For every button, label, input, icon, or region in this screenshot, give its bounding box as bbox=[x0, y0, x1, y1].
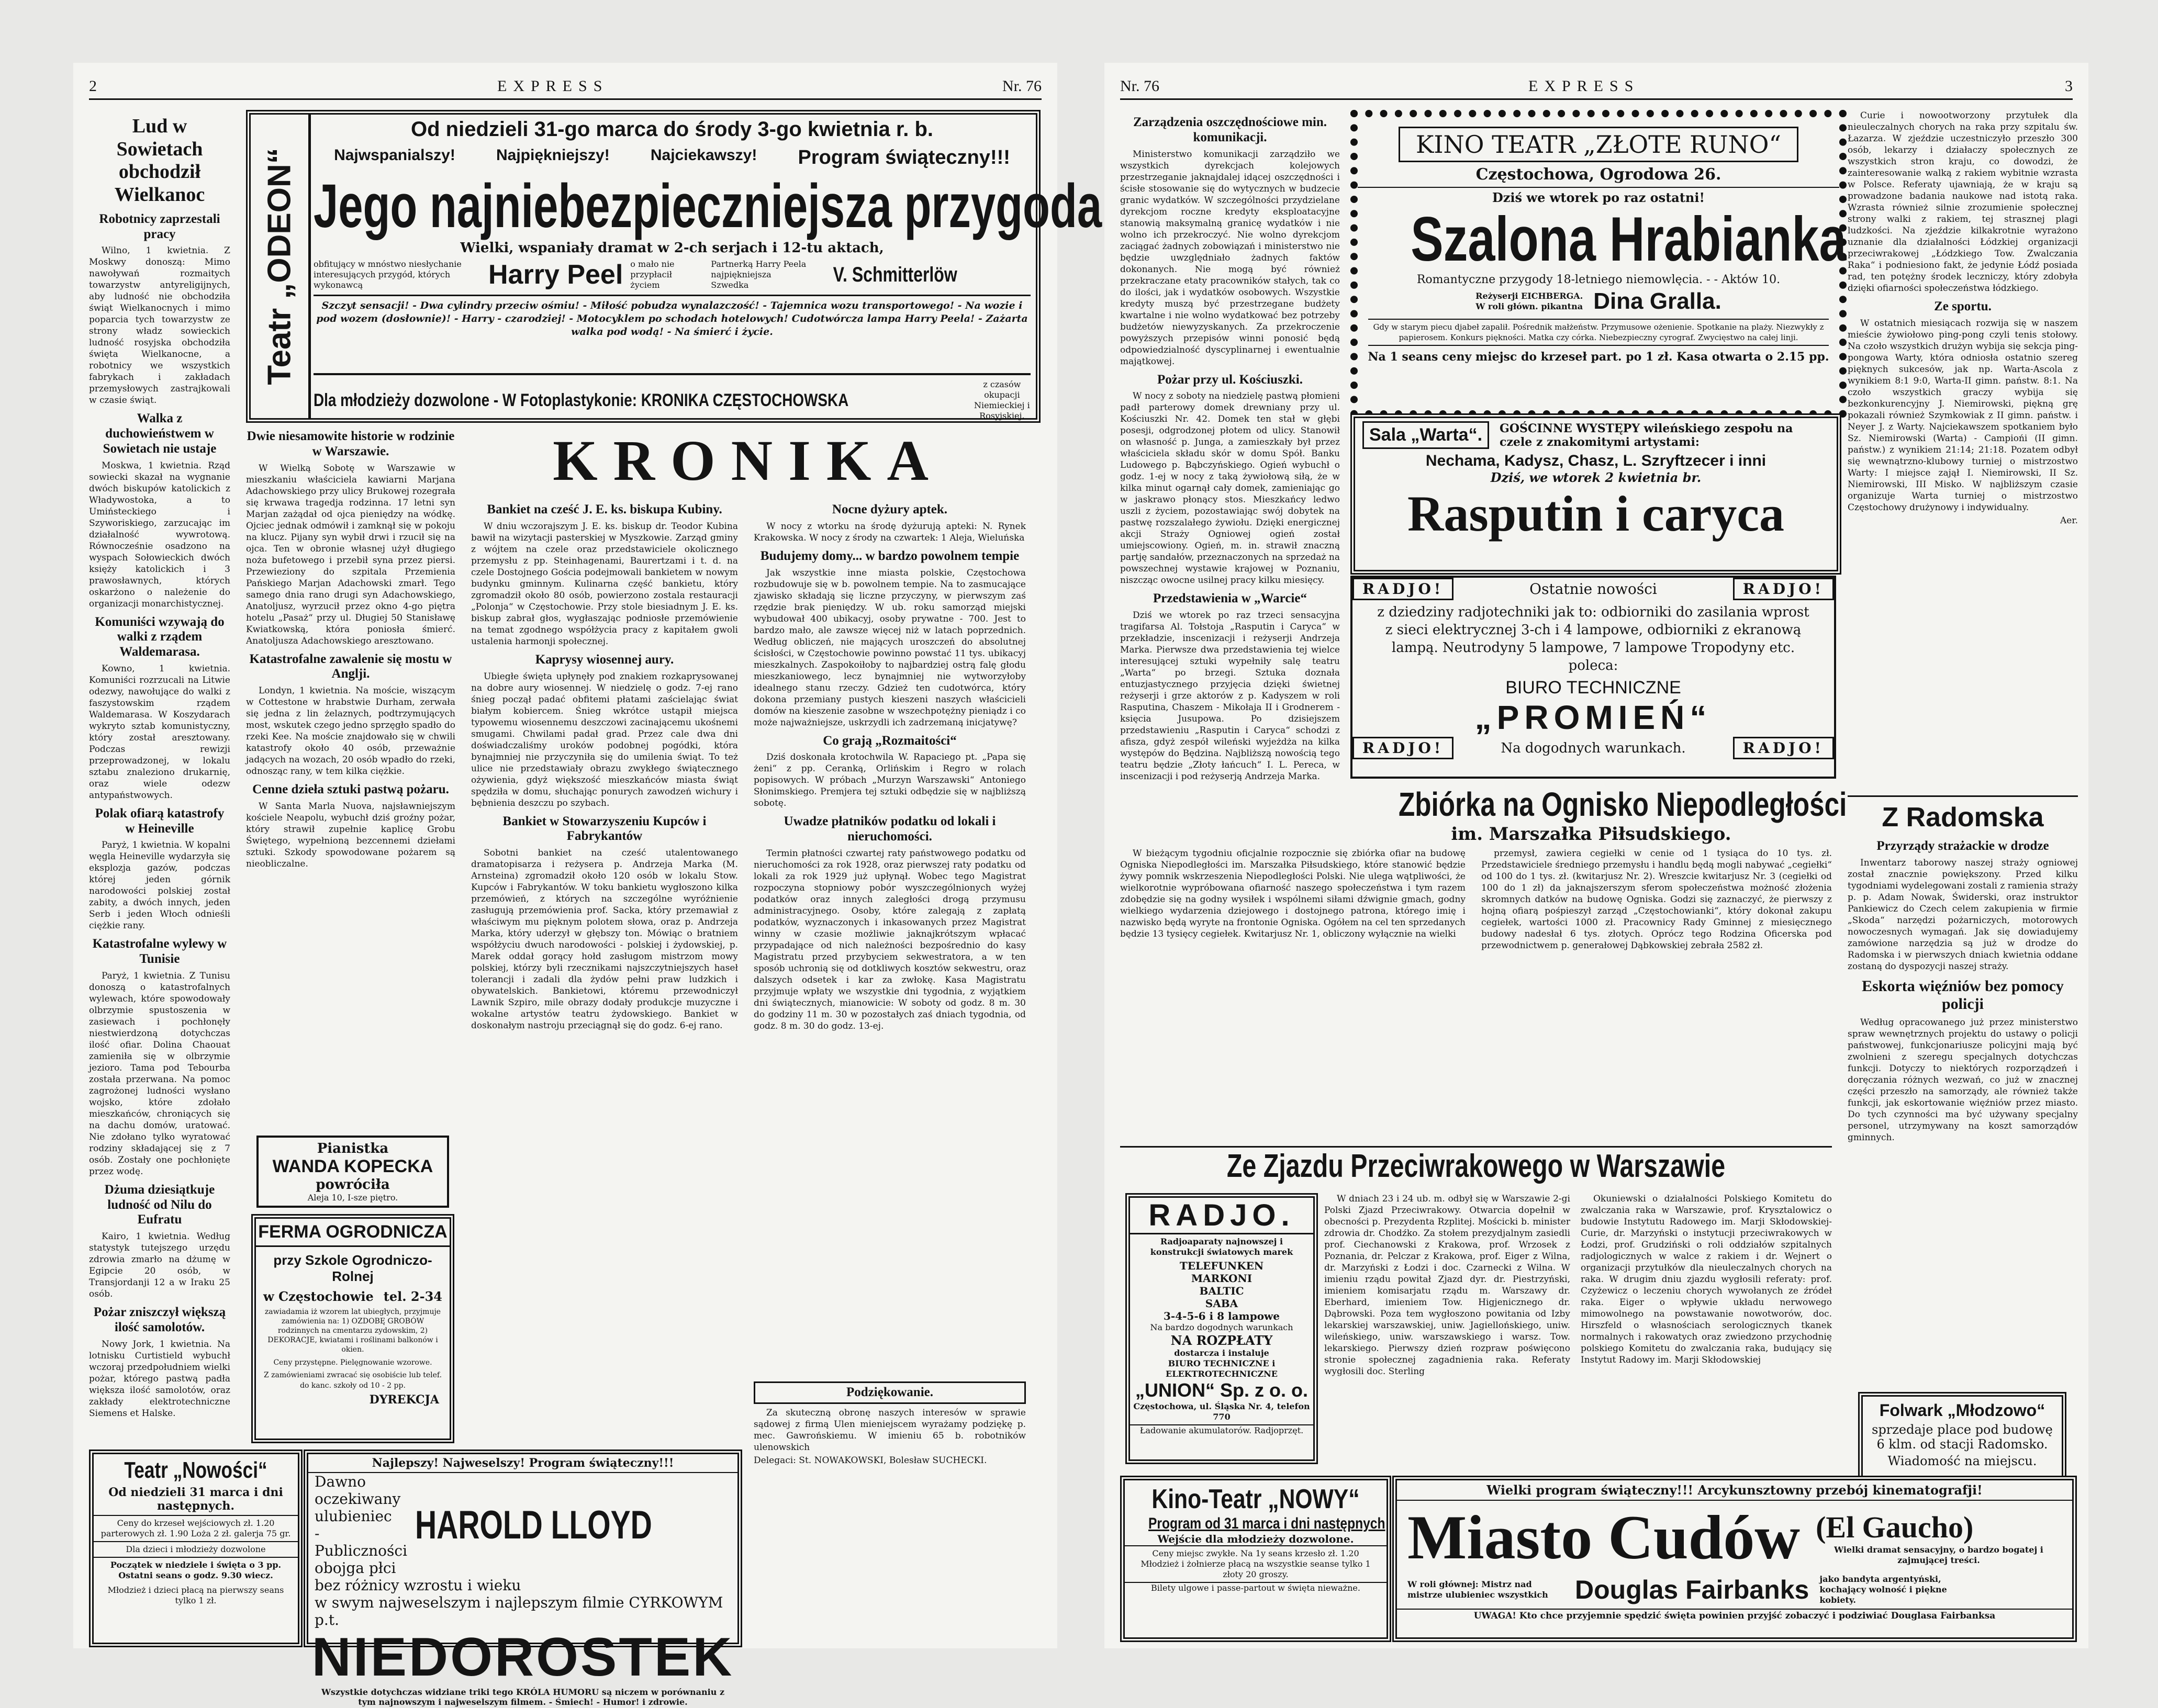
odeon-title: Jego najniebezpieczniejsza przygoda bbox=[314, 172, 1102, 241]
left-column-2 bbox=[246, 424, 455, 1125]
odeon-partner: Partnerką Harry Peela najpiękniejsza Szwedka bbox=[711, 259, 807, 290]
article-text: W nocy z soboty na niedzielę pastwą płomieni padł parterowy domek drewniany przy ul. Kościuszki Nr. 42. Domek ten stał w głębi posesji, odgrodzonej płotem od ulicy. Stanowił on własność p. Junga, a zamieszkały był przez właściciela składu skór w domu Spół. Banku Ludowego p. Bąbczyńskiego. Ogień wybuchł o godz. 1-ej w nocy z taką żywiołową siłą, że w kilka minut ogarnął cały domek, zamieniając go w jaskrawo płonący stos. Mieszkańcy ledwo uszli z życiem, pozostawiając swój dobytek na pastwę rozszalałego żywiołu. Dzięki energicznej akcji Straży Ogniowej ogień został umiejscowiony. Ogień, m. in. strawił znaczną partję sandałów, przeznaczonych na sprzedaż na powszechnej wystawie krajowej w Poznaniu, niszcząc owocne usilnej pracy kilku miesięcy. bbox=[1120, 391, 1340, 586]
article-text: Okuniewski o działalności Polskiego Komitetu do zwalczania raka w Warszawie, prof. Krysztalowicz o budowie Instytutu Radowego im. Marji Skłodowskiej-Curie, dr. Marzyński o instytucji przeciwrakowych w Łodzi, prof. Grudziński o roli oddziałów szpitalnych radjologicznych w walce z rakiem i dr. Wejnert o organizacji przytułków dla nieuleczalnych chorych na raka. W drugim dniu zjazdu wygłosili referaty: prof. Czyżewicz o leczeniu chorych wywołanych ze źródeł raka. Eiger o wpływie układu nerwowego mimowolnego na powstawanie nowotworów, doc. Hirszfeld o własnościach serologicznych tkanek normalnych i rakowatych oraz zwiedzono przychodnię polskiego Komitetu do zwalczania raka, budujący się Instytut Radowy im. Marji Skłodowskiej bbox=[1581, 1194, 1832, 1365]
zbiorka-header: Zbiórka na Ognisko Niepodległości im. Marszałka Piłsudskiego. bbox=[1399, 785, 1847, 845]
odeon-tag: Najpiękniejszy! bbox=[496, 147, 610, 164]
article-text: Dziś doskonała krotochwila W. Rapaciego pt. „Papa się żeni“ z pp. Ceranką, Orlińskim i Regro w rolach popisowych. W próbach „Murzyn Warszawski“ Antoniego Słonimskiego. Premjera tej sztuki odbędzie się w najbliższą sobotę. bbox=[754, 752, 1026, 809]
article-text: W dniach 23 i 24 ub. m. odbył się w Warszawie 2-gi Polski Zjazd Przeciwrakowy. Otwarcia dopełnił w obecności p. Prezydenta Rzplitej. Mościcki b. minister zdrowia dr. Chodźko. Za stołem prezydjalnym zasiedli prof. Ciechanowski z Krakowa, prof. Wrzosek z Poznania, dr. Pelczar z Krakowa, prof. Eiger z Wilna, dr. Marzyński z Łodzi i doc. Czarnecki z Wilna. W imieniu rządu powitał Zjazd dyr. dr. Piestrzyński, imieniem komisarjatu rządu m. Warszawy dr. Eberhard, imieniem Tow. Higjenicznego dr. Dąbrowski. Poza tem wygłoszono powitania od Izby lekarskiej warszawskiej, uniw. Jagiellońskiego, uniw. wileńskiego, uniw. warszawskiego i warsz. Tow. lekarskiego. Pierwszy dzień rozpraw poświęcono stronie społecznej zagadnienia raka. Referaty wygłosili doc. Sterling bbox=[1324, 1194, 1570, 1377]
masthead: EXPRESS bbox=[1528, 77, 1640, 95]
masthead: EXPRESS bbox=[497, 77, 609, 95]
zbiorka-left bbox=[1120, 848, 1466, 1141]
odeon-dates: Od niedzieli 31-go marca do środy 3-go kwietnia r. b. bbox=[410, 118, 933, 141]
union-ad: RADJO. Radjoaparaty najnowszej i konstrukcji światowych marek TELEFUNKEN MARKONI BALTIC SABA 3-4-5-6 i 8 lampowe Na bardzo dogodnych warunkach NA ROZPŁATY dostarcza i instaluje BIURO TECHNICZNE i ELEKTROTECHNICZNE „UNION“ Sp. z o. o. Częstochowa, ul. Śląska Nr. 4, telefon 770 Ładowanie akumulatorów. Radjoprzęt. bbox=[1125, 1193, 1318, 1464]
headline: Podziękowanie. bbox=[754, 1381, 1026, 1404]
ferma-ad: FERMA OGRODNICZA przy Szkole Ogrodniczo-Rolnej w Częstochowie tel. 2-34 zawiadamia iż wzorem lat ubiegłych, przyjmuje zamówienia na: 1) OZDOBĘ GROBÓW rodzinnych na cmentarzu zydowskim, 2) DEKORACJE, kwiatami i roślinami balkonów i okien. Ceny przystępne. Pielęgnowanie wzorowe. Z zamówieniami zwracać się osobiście lub telef. do kanc. szkoły od 10 - 2 pp. DYREKCJA bbox=[251, 1214, 454, 1443]
article-text: Jak wszystkie inne miasta polskie, Częstochowa rozbudowuje się w b. powolnem tempie. Na to zasmucające zjawisko składają się liczne przyczyny, w pierwszym zaś rzędzie brak pieniędzy. W ub. roku samorząd miejski wybudował 400 ubikacyj, osoby prywatne - 700. Jest to bardzo mało, ale zawsze więcej niż w latach poprzednich. Według obliczeń, nie mających uroszczeń do absolutnej ścisłości, w Częstochowie powinno powstać 11 tys. ubikacyj mieszkalnych. Zaspokoiłoby to najbardziej ostrą falę głodu mieszkaniowego, lecz bynajmniej nie wytworzyłoby idealnego stanu rzeczy. Gdzież ten cudotwórca, który dokona przemiany pustych kieszeni naszych właścicieli domów na kieszenie zasobne w wszechpotężny pieniądz i co może najważniejsze, uskrzydli ich zadrzemaną inicjatywę? bbox=[754, 567, 1026, 728]
miasto-title: Miasto Cudów bbox=[1407, 1502, 1801, 1572]
odeon-partner-name: V. Schmitterlöw bbox=[833, 263, 958, 286]
headline: Co grają „Rozmaitości“ bbox=[823, 733, 957, 748]
headline: Kaprysy wiosennej aury. bbox=[535, 652, 674, 667]
headline: Komuniści wzywają do walki z rządem Waldemarasa. bbox=[95, 614, 225, 659]
odeon-tag: Program świąteczny!!! bbox=[798, 147, 1010, 168]
page-number: 2 bbox=[89, 77, 97, 95]
signature: Delegaci: St. NOWAKOWSKI, Bolesław SUCHECKI. bbox=[754, 1455, 987, 1466]
article-text: Paryż, 1 kwietnia. Z Tunisu donoszą o katastrofalnych wylewach, które spowodowały olbrzymie spustoszenia w zasiewach i pochłonęły niestwierdzoną dotychczas ilość ofiar. Dolina Chaouat zamieniła się w olbrzymie jezioro. Tama pod Tebourba została przerwana. Na pomoc zagrożonej ludności wysłano wojsko, które zdołało mieszkańców, chroniących się na dachu domów, uratować. Nie zdołano tylko wyratować rodziny składającej się z 7 osób. Zostały one pochłonięte przez wodę. bbox=[89, 970, 230, 1177]
page-number: 3 bbox=[2065, 77, 2073, 95]
article-text: Za skuteczną obronę naszych interesów w sprawie sądowej z firmą Ulen mieniejscem wyrażamy podziękę p. mec. Gawrońskiemu. W imieniu 65 b. robotników ulenowskich bbox=[754, 1407, 1026, 1453]
article-text: Inwentarz taborowy naszej straży ogniowej został znacznie powiększony. Przed kilku tygodniami wydelegowani zostali z ramienia straży p. p. Adam Nowak, Świderski, oraz instruktor Pankiewicz do Czech celem zakupienia w firmie „Skoda“ narzędzi pożarniczych, motorowych nowoczesnych wymagań. Jak się dowiadujemy zamówione narzędzia są już w drodze do Radomska i w pierwszych dniach kwietnia oddane zostaną do dyspozycji naszej straży. bbox=[1848, 857, 2078, 972]
odeon-highlights: Szczyt sensacji! - Dwa cylindry przeciw ośmiu! - Miłość pobudza wynalazczość! - Tajemnica wozu transportowego! - Na wozie i pod wozem (dosłownie)! - Harry - czarodziej! - Motocyklem po schodach hotelowych! Cudotwórcza lampa Harry Peela! - Zażarta walka pod wodą! - Na śmierć i życie. bbox=[314, 295, 1031, 339]
left-page-header bbox=[89, 77, 1042, 100]
article-text: Według opracowanego już przez ministerstwo spraw wewnętrznych projektu do ustawy o policji państwowej, funkcjonariusze policyjni mają być zwolnieni z szeregu specjalnych dotychczas funkcji. Dotyczy to niektórych rozporządzeń i doręczania różnych wezwań, co już w znacznej części przeszło na samorządy, ale również także funkcji, jak eskortowanie więźniów przez miasto. Do tych czynności ma być używany specjalny personel, utrzymywany na koszt samorządów gminnych. bbox=[1848, 1017, 2078, 1143]
right-page bbox=[1104, 63, 2088, 1648]
article-text: Ubiegłe święta upłynęły pod znakiem rozkaprysowanej na dobre aury wiosennej. W niedzielę o godz. 7-ej rano śnieg począł padać obfitemi płatami zaścielając świat białym kobiercem. Śnieg wkrótce ustąpił miejsca typowemu wiosennemu deszczowi zacinającemu ukośnemi smugami. Chwilami padał grad. Przez cale dwa dni doświadczaliśmy uroków podobnej pogódki, która bynajmniej nie przyczyniła się do umilenia świąt. To też ulice nie przedstawiały obrazu zwykłego świątecznego ożywienia, gdyż większość mieszkańców miasta świąt spędziła w domu, słuchając ponurych zawodzeń wichury i bębnienia deszczu po szybach. bbox=[471, 671, 738, 808]
thanks-notice bbox=[754, 1376, 1026, 1617]
headline: Pożar przy ul. Kościuszki. bbox=[1157, 372, 1303, 387]
promien-name: „PROMIEŃ“ bbox=[1474, 699, 1712, 736]
article-text: Curie i nowootworzony przytułek dla nieuleczalnych chorych na raka przy szpitalu św. Łazarza. W zjeździe uczestniczyło przeszło 300 osób, lekarzy i działaczy społecznych ze wszystkich stron kraju, co dowodzi, że zainteresowanie walką z rakiem wybitnie wzrasta w Polsce. Referaty ujawniają, że w kraju są prowadzone badania naukowe nad istotą raka. Wzrasta również silnie zrozumienie społecznej strony walki z rakiem, tej strasznej plagi ludzkości. Na zjeździe kilkakrotnie wyrażono uznanie dla działalności Łódzkiej organizacji przeciwrakowej „Łódzkiego Tow. Zwalczania Raka“ i podniesiono fakt, że jedynie Łódź posiada rad, ten potężny środek leczniczy, który zdobyła dzięki ofiarności społeczeństwa łódzkiego. bbox=[1848, 110, 2078, 294]
miasto-star: Douglas Fairbanks bbox=[1575, 1575, 1809, 1604]
folwark-ad: Folwark „Młodzowo“ sprzedaje place pod budowę 6 klm. od stacji Radomsko. Wiadomość na miejscu. bbox=[1858, 1392, 2066, 1496]
article-text: W Wielką Sobotę w Warszawie w mieszkaniu właściciela kawiarni Marjana Adachowskiego przy ulicy Brukowej rozegrała się krwawa tragedja rodzinna. 17 letni syn Marjan zażądał od ojca pieniędzy na wódkę. Ojciec jednak odmówił i zamknął się w pokoju na klucz. Pijany syn wybił drwi i rzucił się na ojca. Ten w obronie własnej użył długiego noża bufetowego i przebił syna przez piersi. Przewieziony do szpitala Przemienia Pańskiego Marjan Adachowski zmarł. Tego samego dnia rano drugi syn Adachowskiego, Anatoljusz, wyrzucił przez okno 4-go piętra hotelu „Pasaż“ przy ul. Długiej 50 Stanisławę Kwiatkowską, która poniosła śmierć. Anatoljusza Adachowskiego aresztowano. bbox=[246, 463, 455, 646]
zlote-runo-title: Szalona Hrabianka bbox=[1411, 204, 1847, 274]
headline: Lud w Sowietach obchodził Wielkanoc bbox=[114, 115, 205, 206]
article-text: W Santa Marla Nuova, najsławniejszym kościele Neapolu, wybuchł dziś groźny pożar, który strawił zupełnie kaplicę Grobu Świętego, wypełnioną bezcennemi dziełami sztuki. Szkody spowodowane pożarem są nieobliczalne. bbox=[246, 801, 455, 869]
headline: Przyrządy strażackie w drodze bbox=[1876, 838, 2049, 853]
article-text: Moskwa, 1 kwietnia. Rząd sowiecki skazał na wygnanie dwóch biskupów katolickich z Władywostoka, a to Umiństeckiego i Szyworiskiego, zarzucając im działalność wywrotową. Równocześnie osadzono na wyspach Sołowieckich dwóch księży katolickich i 3 prawosławnych, których oskarżono o należenie do organizacji monarchistycznej. bbox=[89, 460, 230, 609]
odeon-tag: Najwspanialszy! bbox=[334, 147, 455, 164]
signature: Aer. bbox=[2060, 515, 2078, 526]
headline: Zarządzenia oszczędnościowe min. komunikacji. bbox=[1133, 115, 1327, 144]
nowosci-ad: Teatr „Nowości“ Od niedzieli 31 marca i dni następnych. Ceny do krzeseł wejściowych zł. 1.20 parterowych zł. 1.90 Loża 2 zł. galerja 75 gr. Dla dzieci i młodzieży dozwolone Początek w niedziele i święta o 3 pp. Ostatni seans o godz. 9.30 wiecz. Młodzież i dzieci płacą na pierwszy seans tylko 1 zł. bbox=[89, 1449, 303, 1647]
headline: Polak ofiarą katastrofy w Heineville bbox=[95, 806, 225, 836]
miasto-cudow-ad: Wielki program świąteczny!!! Arcykunsztowny przebój kinematografji! Miasto Cudów (El Gaucho) Wielki dramat sensacyjny, o bardzo bogatej i zajmującej treści. W roli głównej: Mistrz nad mistrze ulubieniec wszystkich Douglas Fairbanks jako bandyta argentyński, kochający wolność i piękne kobiety. UWAGA! Kto chce przyjemnie spędzić święta powinien przyjść zobaczyć i podziwiać Douglasa Fairbanksa bbox=[1392, 1476, 2077, 1642]
article-text: W ostatnich miesiącach rozwija się w naszem mieście żywiołowo ping-pong czyli tenis stołowy. Na czoło wszystkich drużyn wybija się sekcja ping-pongowa Warty, która odniosła ostatnio szereg pięknych sukcesów, jak np. Warta-Ascola z wynikiem 8:1 9:0, Warta-II gimn. państw. 8:1. Na czoło wszystkich graczy wybija się bezkonkurencyjny J. Niemirowski, piękną grę pokazali również Szymkowiak z II gimn. państw. i Neyer J. z Warty. Najciekawszem spotkaniem było Sz. Niemirowski (Warta) - Campiońi (II gimn. państw.) z wynikiem 21:14; 21:18. Pozatem odbył się wewnątrzno-klubowy turniej o mistrzostwo Warty: I miejsce zajął I. Niemirowski, II Sz. Niemirowski, III Misko. W najbliższym czasie organizuje Warta turniej o mistrzostwo Częstochowy drużynowy i indywidualny. bbox=[1848, 318, 2078, 513]
headline: Przedstawienia w „Warcie“ bbox=[1153, 591, 1307, 606]
lloyd-title: NIEDOROSTEK bbox=[311, 1627, 734, 1688]
headline: Cenne dzieła sztuki pastwą pożaru. bbox=[252, 782, 449, 796]
headline: Dwie niesamowite historie w rodzinie w Warszawie. bbox=[247, 429, 455, 458]
lloyd-name: HAROLD LLOYD bbox=[415, 1502, 653, 1547]
article-text: Nowy Jork, 1 kwietnia. Na lotnisku Curtistield wybuchł wczoraj przedpołudniem wielki pożar, którego pastwą padła większa ilość samolotów, oraz zakłady elektrotechniczne Siemens et Halske. bbox=[89, 1339, 230, 1419]
right-page-header bbox=[1120, 77, 2073, 100]
zbiorka-right bbox=[1481, 848, 1832, 1141]
odeon-ad bbox=[246, 110, 1102, 423]
headline: Uwadze płatników podatku od lokali i nieruchomości. bbox=[784, 814, 996, 844]
article-text: Ministerstwo komunikacji zarządziło we wszystkich dyrekcjach kolejowych przestrzeganie jaknajdalej idącej oszczędności i ścisłe stosowanie się do wytycznych w budzecie granic wydatków. W szczególności przydzielane dyrekcjom roczne kredyty eksploatacyjne stanowią maksymalną granicę wydatków i nie wolno ich przekroczyć. Nie wolno dyrekcjom zaciągać żadnych zobowiązań i ministerstwo nie będzie uwzględniało żadnych faktów dokonanych. Nie mogą być również przekraczane etaty pracowników stałych, tak co do ilości, jak i wydatków osobowych. Wszystkie kredyty muszą być przestrzegane budżety kwartalne i nie wolno wydatkować bez potrzeby budżetów niewyzyskanych. Za przekroczenie powyższych przepisów winni ponosić będą odpowiedzialność dyscyplinarnej i ewentualnie majątkowej. bbox=[1120, 149, 1340, 367]
zjazd-header: Ze Zjazdu Przeciwrakowego w Warszawie bbox=[1120, 1146, 1832, 1185]
headline: Budujemy domy... w bardzo powolnem tempie bbox=[760, 548, 1020, 563]
headline: Katastrofalne zawalenie się mostu w Anglji. bbox=[249, 651, 452, 681]
headline: Bankiet na cześć J. E. ks. biskupa Kubiny. bbox=[487, 502, 722, 516]
article-text: Wilno, 1 kwietnia. Z Moskwy donoszą: Mimo nawoływań rozmaitych towarzystw antyreligijnych, aby ludność nie obchodziła świąt Wielkanocnych i mimo poparcia tych towarzystw ze strony władz sowieckich ludność rosyjska obchodziła święta Wielkanocne, a robotnicy we wszystkich fabrykach i zakładach przemysłowych zastrajkowali w czasie świąt. bbox=[89, 245, 230, 406]
article-text: W bieżącym tygodniu oficjalnie rozpocznie się zbiórka ofiar na budowę Ogniska Niepodległości im. Marszałka Piłsudskiego, które stanowić będzie żywy pomnik wskrzeszenia Niepodległości Polski. Nie ulega wątpliwości, że wielkorotnie wypróbowana ofiarność naszego społeczeństwa i tym razem zdobędzie się na godny wysiłek i wspólnemi siłami dźwignie gmach, godny wielkiego wydarzenia dziejowego i dostojnego patrona, którego imię i nazwisko będą wyryte na frontonie Ogniska. Ogółem na cel ten sprzedanych będzie 13 tysięcy cegiełek. Kwitarjusz Nr. 1, obliczony wyłącznie na wielki bbox=[1120, 848, 1466, 939]
headline: Nocne dyżury aptek. bbox=[832, 502, 948, 516]
article-text: Londyn, 1 kwietnia. Na moście, wiszącym w Cottestone w hrabstwie Durham, zerwała się jedna z lin żelaznych, podtrzymujących most, wskutek czego jedno sprzęgło spadło do rzeki Kee. Na moście znajdowało się w chwili katastrofy około 40 osób, przeważnie jadących na wozach, 20 osób wpadło do rzeki, odnosząc rany, w tem kilka ciężkie. bbox=[246, 686, 455, 777]
issue-number: Nr. 76 bbox=[1002, 77, 1042, 95]
headline: Z Radomska bbox=[1882, 802, 2044, 833]
odeon-side: Teatr „ODEON“ bbox=[251, 115, 311, 418]
article-text: przemysł, zawiera cegiełki w cenie od 1 tysiąca do 10 tys. zł. Przedstawiciele średniego przemysłu i handlu będą mogli nabywać „cegiełki“ od 100 do 1 tys. zł. (kwitarjusz Nr. 2). Wreszcie kwitarjusz Nr. 3 (cegiełki od 100 do 1 zł) da jaknajszerszym sferom społeczeństwa możność złożenia skromnych datków na budowę Ogniska. Godzi się zaznaczyć, że pierwszy z hojną ofiarą pośpieszył zarząd „Częstochowianki“, który dokonał zakupu cegiełek, wartości 1000 zł. Pracownicy Rady Gminnej z miesięcznego budowy nadesłał 6 tys. złotych. Oprócz tego Rodzina Oficerska pod przewodnictwem p. generałowej Dąbkowskiej zebrała 2582 zł. bbox=[1481, 848, 1832, 951]
right-column-1 bbox=[1120, 110, 1340, 795]
subheadline: Robotnicy zaprzestali pracy bbox=[99, 211, 220, 241]
article-text: W dniu wczorajszym J. E. ks. biskup dr. Teodor Kubina bawił na wizytacji pasterskiej w Myszkowie. Zarząd gminy z wójtem na czele oraz przedstawiciele okolicznego przemysłu z pp. Steinhagenami, Baurertzami i t. d. na czele Dostojnego Gościa podejmowali bankietem w nowym budynku gminnym. Kulinarna część bankietu, który zgromadził około 80 osób, powierzono zostala restauracji „Polonja“ w Częstochowie. Przy stole biesiadnym J. E. ks. biskup zabrał głos, wygłaszając podniosłe przemówienie na temat zgodnego współżycia pracy z kapitałem gwoli ustalenia harmonji społecznej. bbox=[471, 521, 738, 647]
warta-title: Rasputin i caryca bbox=[1407, 486, 1784, 542]
kronika-column-2 bbox=[754, 497, 1026, 1366]
article-text: Sobotni bankiet na cześć utalentowanego dramatopisarza i reżysera p. Andrzeja Marka (M. Arnsteina) zgromadził około 120 osób w lokalu Stow. Kupców i Fabrykantów. W toku bankietu wygłoszono kilka przemówień, z których na szczególne wyróżnienie zasługują przemówienia prof. Sacka, który przemawiał z właściwym mu pięknym polotem słowa, oraz p. Andrzeja Marka, który uderzył w głębszy ton. Mówiąc o bratniem współżyciu dwuch narodowości - polskiej i żydowskiej, p. Marek oddał gorący hołd zasługom mistrzom mowy polskiej, którzy byli rzecznikami najszczytniejszych haseł tolerancji i zadali dla żydów pełni praw ludzkich i obywatelskich. Bankietowi, któremu przewodniczył Lawnik Szpiro, mile obrazy dodały produkcje muzyczne i wokalne artystów teatru żydowskiego. Bankiet w doskonałym nastroju przeciągnął się do godz. 6-ej rano. bbox=[471, 848, 738, 1031]
odeon-desc: Wielki, wspaniały dramat w 2-ch serjach i 12-tu aktach, bbox=[460, 240, 884, 256]
odeon-bottom: Dla młodzieży dozwolone - W Fotoplastykonie: KRONIKA CZĘSTOCHOWSKA bbox=[314, 390, 849, 410]
kronika-title: KRONIKA bbox=[553, 429, 944, 492]
headline: Pożar zniszczył większą ilość samolotów. bbox=[93, 1305, 226, 1334]
headline: Walka z duchowieństwem w Sowietach nie ustaje bbox=[103, 411, 217, 456]
zjazd-left bbox=[1324, 1193, 1570, 1449]
headline: Bankiet w Stowarzyszeniu Kupców i Fabrykantów bbox=[502, 814, 707, 844]
radomsko-section bbox=[1848, 795, 2078, 1404]
pianist-ad: Pianistka WANDA KOPECKA powróciła Aleja 10, I-sze piętro. bbox=[256, 1136, 449, 1208]
headline: Dżuma dziesiątkuje ludność od Nilu do Eufratu bbox=[104, 1182, 215, 1227]
article-text: Paryż, 1 kwietnia. W kopalni węgla Heineville wydarzyła się eksplozja gazów, podczas której jeden górnik narodowości polskiej został zabity, a dwóch innych, jeden Serb i jeden Włoch odnieśli ciężkie rany. bbox=[89, 840, 230, 931]
odeon-tag: Najciekawszy! bbox=[650, 147, 757, 164]
article-text: Dziś we wtorek po raz trzeci sensacyjna tragifarsa Al. Tołstoja „Rasputin i Caryca“ w przekładzie, inscenizacji i reżyserji Andrzeja Marka. Pierwsze dwa przedstawienia tej wielce interesującej sztuki wypełniły salę teatru „Warta“ po brzegi. Sztuka doznała entuzjastycznego przyjęcia dzięki świetnej reżyserji i grze aktorów z p. Kadyszem w roli Rasputina, Chaszem - Mikołaja II i Grodnerem - księcia Jusupowa. Po dzisiejszem przedstawieniu „Rasputin i Caryca“ schodzi z afisza, gdyż zespół wileński wyjeżdża na kilka występów do Będzina. Najbliższą nowością tego teatru będzie „Złoty łańcuch“ I. L. Pereca, w inscenizacji i pod reżyserją Andrzeja Marka. bbox=[1120, 610, 1340, 782]
issue-number: Nr. 76 bbox=[1120, 77, 1159, 95]
odeon-cast: o mało nie przypłacił życiem bbox=[630, 259, 675, 290]
article-text: Termin płatności czwartej raty państwowego podatku od nieruchomości za rok 1928, oraz pierwszej raty podatku od lokali za rok 1929 już upłynął. Wobec tego Magistrat rozpoczyna stopniowy pobór wyszczególnionych wyżej podatków oraz innych zaległości drogą przymusu administracyjnego. Osoby, które zalegają z zapłatą podatków, wyznaczonych i inkasowanych przez Magistrat winny w czasie możliwie jaknajkrótszym wpłacać przypadające od nich należności bezpośrednio do kasy Magistratu przed przybyciem sekwestratora, a w ten sposób uchronią się od dotkliwych kosztów sekwestru, oraz dalszych odsetek i kar za zwłokę. Kasa Magistratu przyjmuje wpłaty we wszystkie dni tygodnia, z wyjątkiem dni świątecznych, mianowicie: W soboty od godz. 8 m. 30 do godziny 11 m. 30 w pozostałych zaś dniach tygodnia, od godz. 8 m. 30 do godz. 13-ej. bbox=[754, 848, 1026, 1031]
odeon-cast: obfitujący w mnóstwo niesłychanie interesujących przygód, których wykonawcą bbox=[314, 259, 462, 290]
kronika-column-1 bbox=[471, 497, 738, 1429]
headline: Katastrofalne wylewy w Tunisie bbox=[92, 937, 227, 966]
headline: Ze sportu. bbox=[1934, 299, 1992, 313]
promien-ad: RADJO! Ostatnie nowości RADJO! z dziedziny radjotechniki jak to: odbiorniki do zasilania wprost z sieci elektrycznej 3-ch i 4 lampowe, odbiorniki z ekranową lampą. Neutrodyny 5 lampowe, 7 lampowe Tropodyny etc. poleca: BIURO TECHNICZNE „PROMIEŃ“ RADJO! Na dogodnych warunkach. RADJO! bbox=[1350, 576, 1836, 779]
article-text: Kowno, 1 kwietnia. Komuniści rozrzucali na Litwie odezwy, nawołujące do walki z faszystowskim rządem Waldemarasa. W Koszydarach wykryto sztab komunistyczny, który został aresztowany. Podczas rewizji przeprowadzonej, w lokalu sztabu znaleziono drukarnię, oraz wiele odezw antypaństwowych. bbox=[89, 663, 230, 801]
right-column-3 bbox=[1848, 110, 2078, 795]
nowy-ad: Kino-Teatr „NOWY“ Program od 31 marca i dni następnych Wejście dla młodzieży dozwolone. Ceny miejsc zwykłe. Na 1y seans krzesło zł. 1.20 Młodzież i żołnierze płacą na wszystkie seanse tylko 1 złoty 20 groszy. Bilety ulgowe i passe-partout w święta nieważne. bbox=[1120, 1476, 1391, 1642]
article-text: Kairo, 1 kwietnia. Według statystyk tutejszego urzędu zdrowia zmarło na dżumę w Egipcie 20 osób, w Transjordanji 12 a w Iraku 25 osób. bbox=[89, 1231, 230, 1299]
left-page bbox=[73, 63, 1102, 1707]
zjazd-right bbox=[1581, 1193, 1832, 1449]
headline: Eskorta więźniów bez pomocy policji bbox=[1862, 977, 2064, 1013]
odeon-lead: Harry Peel bbox=[488, 260, 623, 290]
zlote-runo-ad: KINO TEATR „ZŁOTE RUNO“ Częstochowa, Ogrodowa 26. Dziś we wtorek po raz ostatni! Szalona Hrabianka Romantyczne przygody 18-letniego niemowlęcia. - - Aktów 10. Reżyserji EICHBERGA. W roli główn. pikantna Dina Gralla. Gdy w starym piecu djabeł zapalił. Pośrednik małżeństw. Przymusowe ożenienie. Spotkanie na plaży. Niezwykły z papierosem. Konkurs piękności. Matka czy córka. Niebezpieczny cyrograf. Zwycięstwo na całej linji. Na 1 seans ceny miejsc do krzeseł part. po 1 zł. Kasa otwarta o 2.15 pp. bbox=[1350, 110, 1847, 418]
odeon-bottom-note: z czasów okupacji Niemieckiej i Rosyjskiej. bbox=[974, 379, 1030, 421]
warta-ad: Sala „Warta“. GOŚCINNE WYSTĘPY wileńskiego zespołu na czele z znakomitymi artystami: Nechama, Kadysz, Chasz, L. Szryftzecer i inni Dziś, we wtorek 2 kwietnia br. Rasputin i caryca bbox=[1350, 413, 1841, 575]
lloyd-ad: Najlepszy! Najweselszy! Program świąteczny!!! Dawno oczekiwany ulubieniec - Publiczności obojga płci HAROLD LLOYD bez różnicy wzrostu i wieku w swym najweselszym i najlepszym filmie CYRKOWYM p.t. NIEDOROSTEK Wszystkie dotychczas widziane triki tego KRÓLA HUMORU są niczem w porównaniu z tym najnowszym i najweselszym filmem. - Śmiech! - Humor! i zdrowie. bbox=[304, 1449, 742, 1647]
article-text: W nocy z wtorku na środę dyżurują apteki: N. Rynek Krakowska. W nocy z środy na czwartek: 1 Aleja, Wieluńska bbox=[754, 521, 1026, 543]
left-column-1 bbox=[89, 110, 230, 1429]
